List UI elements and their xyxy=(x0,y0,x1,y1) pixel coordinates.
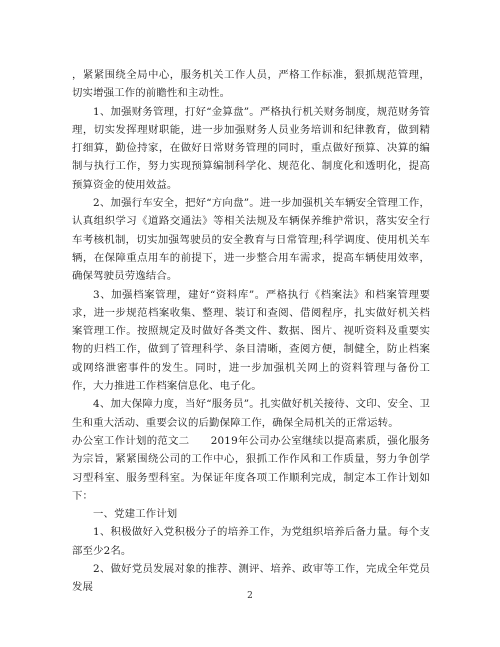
section-heading-party: 一、党建工作计划 xyxy=(93,508,178,521)
paragraph-party-item-2: 2、做好党员发展对象的推荐、测评、培养、政审等工作，完成全年党员发展 xyxy=(72,563,430,594)
page-number: 2 xyxy=(247,591,253,601)
paragraph-vehicle: 2、加强行车安全，把好“方向盘”。进一步加强机关车辆安全管理工作，认真组织学习《道路交通法》等相关法规及车辆保养维护常识，落实安全行车考核机制，切实加强驾驶员的安全教育与日常管理;科学调度、使用机关车辆，在保障重点用车的前提下，进一步整合用车需求，提高车辆使用效率，确保驾驶员劳逸结合。 xyxy=(72,197,430,283)
paragraph-support: 4、加大保障力度，当好“服务员”。扎实做好机关接待、文印、安全、卫生和重大活动、重要会议的后勤保障工作，确保全局机关的正常运转。 xyxy=(72,398,430,429)
paragraph-archive: 3、加强档案管理，建好“资料库”。严格执行《档案法》和档案管理要求，进一步规范档案收集、整理、装订和查阅、借阅程序，扎实做好机关档案管理工作。按照规定及时做好各类文件、数据、图片、视听资料及重要实物的归档工作，做到了管理科学、条目清晰，查阅方便，制健全，防止档案或网络泄密事件的发生。同时，进一步加强机关网上的资料管理与备份工作，大力推进工作档案信息化、电子化。 xyxy=(72,288,430,393)
paragraph-sample-two: 办公室工作计划的范文二 2019年公司办公室继续以提高素质，强化服务为宗旨，紧紧围绕公司的工作中心，狠抓工作作风和工作质量，努力争创学习型科室、服务型科室。为保证年度各项工作顺利完成，制定本工作计划如下： xyxy=(72,434,430,502)
document-body xyxy=(72,66,430,597)
paragraph-finance: 1、加强财务管理，打好“金算盘”。严格执行机关财务制度，规范财务管理，切实发挥理财职能，进一步加强财务人员业务培训和纪律教育，做到精打细算，勤俭持家，在做好日常财务管理的同时，重点做好预算、决算的编制与执行工作，努力实现预算编制科学化、规范化、制度化和透明化，提高预算资金的使用效益。 xyxy=(72,105,430,191)
paragraph-intro: ，紧紧围绕全局中心，服务机关工作人员，严格工作标准，狠抓规范管理，切实增强工作的前瞻性和主动性。 xyxy=(72,69,430,100)
paragraph-party-item-1: 1、积极做好入党积极分子的培养工作，为党组织培养后备力量。每个支部至少2名。 xyxy=(72,526,430,557)
